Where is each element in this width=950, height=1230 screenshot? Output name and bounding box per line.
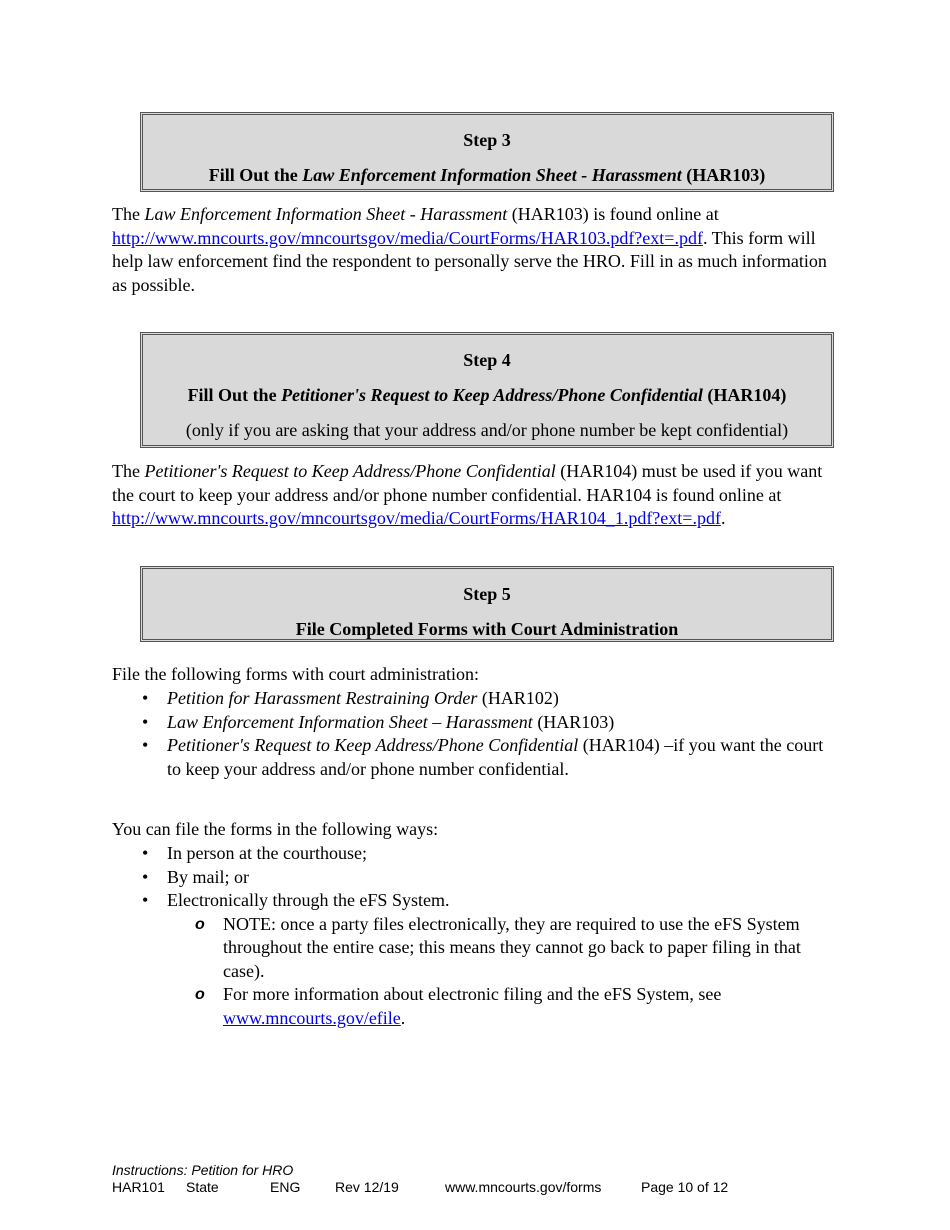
list-item: • Electronically through the eFS System. o NOTE: once a party files electronically, they are required to use the eFS System throughout the entire case; this means they cannot go back to paper filing in that case). o For more information about electronic filing and the eFS System, see www.mncourts.gov/efile. <box>112 889 832 1030</box>
har103-link[interactable]: http://www.mncourts.gov/mncourtsgov/media/CourtForms/HAR103.pdf?ext=.pdf <box>112 227 703 248</box>
step-3-title: Fill Out the Law Enforcement Information Sheet - Harassment (HAR103) <box>208 165 766 185</box>
footer-title: Instructions: Petition for HRO <box>112 1162 294 1178</box>
step-4-box <box>140 332 834 448</box>
bullet-icon: • <box>142 866 149 887</box>
step-4-paragraph: The Petitioner's Request to Keep Address/Phone Confidential (HAR104) must be used if you want the court to keep your address and/or phone number confidential. HAR104 is found online at http://www.mncourts.gov/mncourtsgov/media/CourtForms/HAR104_1.pdf?ext=.pdf. <box>112 461 823 528</box>
footer-revision: Rev 12/19 <box>335 1179 399 1195</box>
footer-jurisdiction: State <box>186 1179 219 1195</box>
footer-language: ENG <box>270 1179 301 1195</box>
footer-website: www.mncourts.gov/forms <box>445 1179 602 1195</box>
footer-form-id: HAR101 <box>112 1179 165 1195</box>
list-item: • By mail; or <box>112 866 832 890</box>
circle-bullet-icon: o <box>195 915 205 933</box>
bullet-icon: • <box>142 843 149 863</box>
step-4-title: Fill Out the Petitioner's Request to Keep Address/Phone Confidential (HAR104) <box>187 385 787 405</box>
bullet-icon: • <box>142 688 149 708</box>
step-5-box <box>140 566 834 642</box>
list-item: o For more information about electronic filing and the eFS System, see www.mncourts.gov/efile. <box>195 984 722 1028</box>
forms-list <box>112 687 832 781</box>
step-4-subtitle: (only if you are asking that your address and/or phone number be kept confidential) <box>185 420 789 440</box>
step-3-paragraph: The Law Enforcement Information Sheet - Harassment (HAR103) is found online at http://www.mncourts.gov/mncourtsgov/media/CourtForms/HAR103.pdf?ext=.pdf. This form will help law enforcement find the respondent to personally serve the HRO. Fill in as much information as possible. <box>112 204 827 295</box>
list-item: • Petition for Harassment Restraining Order (HAR102) <box>112 687 832 711</box>
ways-list <box>112 842 832 1030</box>
step-5-label: Step 5 <box>463 584 511 604</box>
file-intro: File the following forms with court administration: <box>112 664 479 684</box>
step-3-box <box>140 112 834 192</box>
footer-page-number: Page 10 of 12 <box>641 1179 729 1195</box>
step-5-title: File Completed Forms with Court Administration <box>295 619 679 639</box>
list-item: • In person at the courthouse; <box>112 842 832 866</box>
list-item: • Petitioner's Request to Keep Address/Phone Confidential (HAR104) –if you want the court to keep your address and/or phone number confidential. <box>142 735 824 779</box>
bullet-icon: • <box>142 890 149 910</box>
step-3-label: Step 3 <box>463 130 511 150</box>
list-item: • Law Enforcement Information Sheet – Harassment (HAR103) <box>112 711 832 735</box>
efs-notes-list <box>167 913 832 1031</box>
bullet-icon: • <box>142 735 149 755</box>
circle-bullet-icon: o <box>195 986 205 1003</box>
list-item: o NOTE: once a party files electronically, they are required to use the eFS System throughout the entire case; this means they cannot go back to paper filing in that case). <box>195 913 801 981</box>
ways-intro: You can file the forms in the following ways: <box>112 819 439 839</box>
step-4-label: Step 4 <box>463 350 511 370</box>
har104-link[interactable]: http://www.mncourts.gov/mncourtsgov/media/CourtForms/HAR104_1.pdf?ext=.pdf <box>112 508 721 528</box>
bullet-icon: • <box>142 711 149 732</box>
efile-link[interactable]: www.mncourts.gov/efile <box>223 1007 401 1028</box>
page-footer <box>112 1162 729 1195</box>
